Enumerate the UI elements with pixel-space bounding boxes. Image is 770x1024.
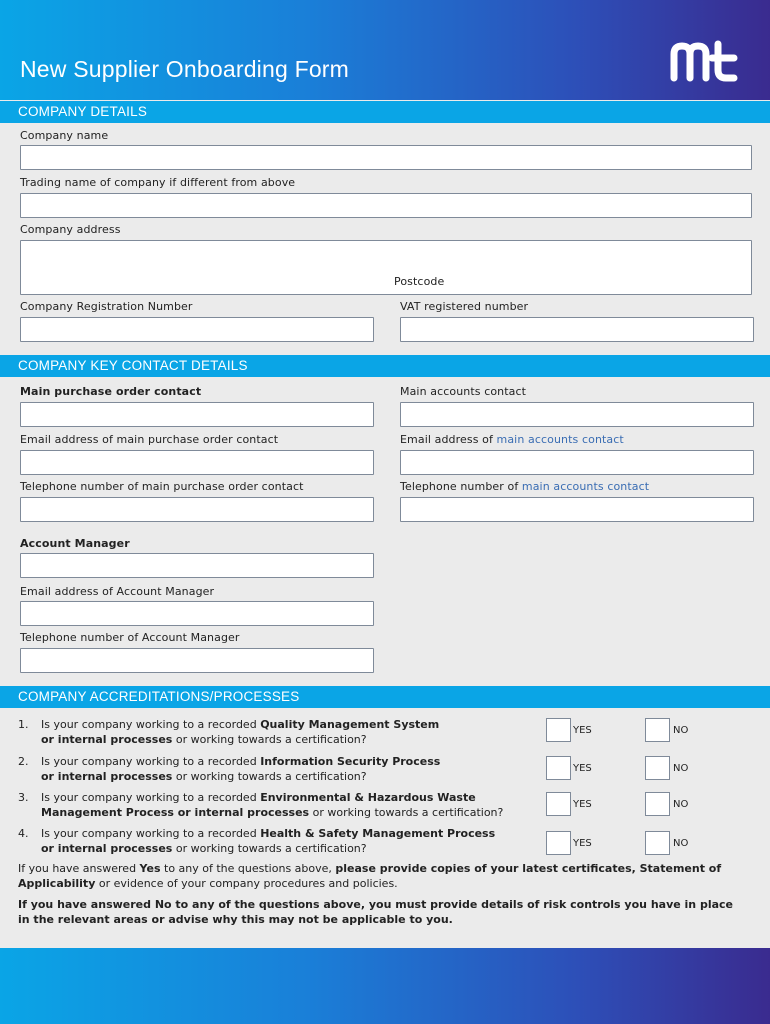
am-email-label: Email address of Account Manager: [20, 585, 215, 598]
q3-yes-checkbox[interactable]: [546, 792, 571, 816]
q1-yes-label: YES: [573, 725, 592, 736]
company-address-input[interactable]: [20, 240, 752, 295]
mt-logo-icon: [668, 38, 742, 88]
postcode-label: Postcode: [394, 275, 445, 288]
company-name-input[interactable]: [20, 145, 752, 170]
po-contact-label: Main purchase order contact: [20, 385, 202, 398]
footer-banner: [0, 948, 770, 1024]
q2-yes-label: YES: [573, 763, 592, 774]
account-manager-label: Account Manager: [20, 537, 130, 550]
am-email-input[interactable]: [20, 601, 374, 626]
accounts-email-label: Email address of main accounts contact: [400, 433, 624, 446]
header-banner: [0, 0, 770, 100]
po-email-input[interactable]: [20, 450, 374, 475]
q2-no-label: NO: [673, 763, 689, 774]
q3-yes-label: YES: [573, 799, 592, 810]
trading-name-label: Trading name of company if different from above: [20, 176, 296, 189]
q4-yes-label: YES: [573, 838, 592, 849]
q1-no-checkbox[interactable]: [645, 718, 670, 742]
form-title: New Supplier Onboarding Form: [20, 56, 350, 82]
section-company-details: COMPANY DETAILS: [0, 101, 770, 123]
po-phone-input[interactable]: [20, 497, 374, 522]
account-manager-input[interactable]: [20, 553, 374, 578]
po-phone-label: Telephone number of main purchase order contact: [20, 480, 304, 493]
q4-no-checkbox[interactable]: [645, 831, 670, 855]
company-name-label: Company name: [20, 129, 109, 142]
section-key-contacts: COMPANY KEY CONTACT DETAILS: [0, 355, 770, 377]
vat-number-label: VAT registered number: [400, 300, 529, 313]
q4-yes-checkbox[interactable]: [546, 831, 571, 855]
accounts-phone-label: Telephone number of main accounts contact: [400, 480, 650, 493]
section-accreditations: COMPANY ACCREDITATIONS/PROCESSES: [0, 686, 770, 708]
q2-no-checkbox[interactable]: [645, 756, 670, 780]
note-no-instructions: If you have answered No to any of the questions above, you must provide details of risk controls you have in place in the relevant areas or advise why this may not be applicable to you.: [18, 898, 734, 926]
trading-name-input[interactable]: [20, 193, 752, 218]
po-contact-input[interactable]: [20, 402, 374, 427]
accounts-contact-label: Main accounts contact: [400, 385, 527, 398]
reg-number-input[interactable]: [20, 317, 374, 342]
q4-no-label: NO: [673, 838, 689, 849]
vat-number-input[interactable]: [400, 317, 754, 342]
note-yes-instructions: If you have answered Yes to any of the questions above, please provide copies of your latest certificates, Statement of Applicability or evidence of your company procedures and policies.: [18, 862, 722, 890]
q2-yes-checkbox[interactable]: [546, 756, 571, 780]
q1-yes-checkbox[interactable]: [546, 718, 571, 742]
company-address-label: Company address: [20, 223, 121, 236]
accounts-phone-input[interactable]: [400, 497, 754, 522]
q1-no-label: NO: [673, 725, 689, 736]
accounts-contact-input[interactable]: [400, 402, 754, 427]
am-phone-input[interactable]: [20, 648, 374, 673]
am-phone-label: Telephone number of Account Manager: [20, 631, 240, 644]
q3-no-checkbox[interactable]: [645, 792, 670, 816]
po-email-label: Email address of main purchase order contact: [20, 433, 279, 446]
accounts-email-input[interactable]: [400, 450, 754, 475]
reg-number-label: Company Registration Number: [20, 300, 193, 313]
q3-no-label: NO: [673, 799, 689, 810]
